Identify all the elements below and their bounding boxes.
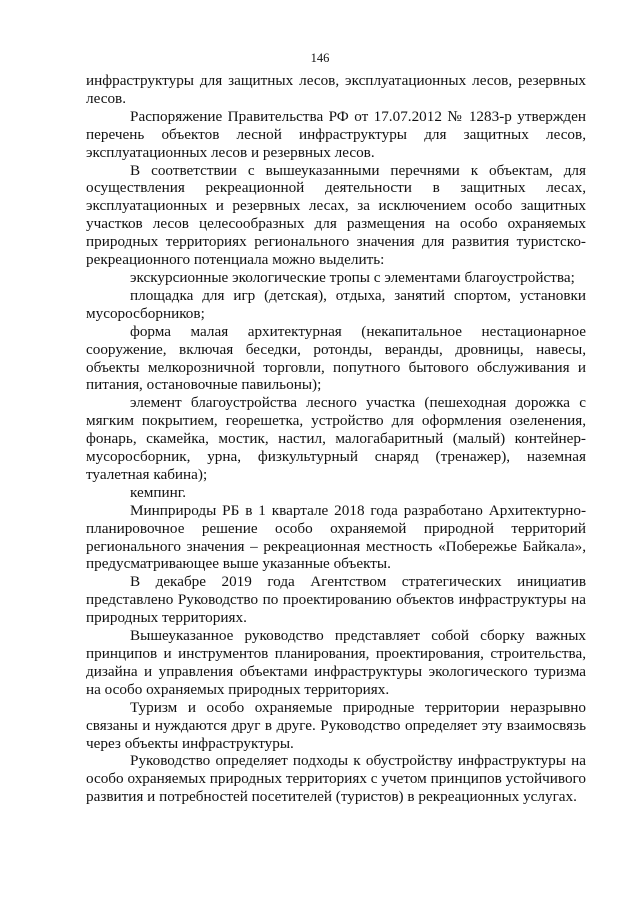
paragraph: В соответствии с вышеуказанными перечнями к объектам, для осуществления рекреационной деятельности в защитных лесах, эксплуатационных и резервных лесах, за исключением особо защитных участков лесов целесообразных для размещения на особо охраняемых природных территориях регионального значения для развития туристско-рекреационного потенциала можно выделить: bbox=[86, 161, 586, 269]
paragraph: В декабре 2019 года Агентством стратегических инициатив представлено Руководство по проектированию объектов инфраструктуры на природных территориях. bbox=[86, 573, 586, 627]
paragraph: Минприроды РБ в 1 квартале 2018 года разработано Архитектурно-планировочное решение особо охраняемой природной территорий регионального значения – рекреационная местность «Побережье Байкала», предусматривающее выше указанные объекты. bbox=[86, 501, 586, 573]
list-item: площадка для игр (детская), отдыха, занятий спортом, установки мусоросборников; bbox=[86, 286, 586, 322]
list-item: форма малая архитектурная (некапитальное нестационарное сооружение, включая беседки, ротонды, веранды, дровницы, навесы, объекты мелкорозничной торговли, попутного бытового обслуживания и питания, остановочные павильоны); bbox=[86, 322, 586, 394]
document-body bbox=[86, 72, 586, 806]
paragraph: Руководство определяет подходы к обустройству инфраструктуры на особо охраняемых природных территориях с учетом принципов устойчивого развития и потребностей посетителей (туристов) в рекреационных услугах. bbox=[86, 752, 586, 806]
list-item: кемпинг. bbox=[130, 483, 187, 501]
paragraph: инфраструктуры для защитных лесов, эксплуатационных лесов, резервных лесов. bbox=[86, 72, 586, 107]
paragraph: Туризм и особо охраняемые природные территории неразрывно связаны и нуждаются друг в друге. Руководство определяет эту взаимосвязь через объекты инфраструктуры. bbox=[86, 698, 586, 752]
list-item: элемент благоустройства лесного участка (пешеходная дорожка с мягким покрытием, георешетка, устройство для оформления озеленения, фонарь, скамейка, мостик, настил, малогабаритный (малый) контейнер-мусоросборник, урна, физкультурный снаряд (тренажер), наземная туалетная кабина); bbox=[86, 394, 586, 483]
paragraph: Вышеуказанное руководство представляет собой сборку важных принципов и инструментов планирования, проектирования, строительства, дизайна и управления объектами инфраструктуры экологического туризма на особо охраняемых природных территориях. bbox=[86, 627, 586, 698]
page-number: 146 bbox=[310, 51, 330, 65]
list-item: экскурсионные экологические тропы с элементами благоустройства; bbox=[130, 268, 575, 286]
paragraph: Распоряжение Правительства РФ от 17.07.2012 № 1283-р утвержден перечень объектов лесной инфраструктуры для защитных лесов, эксплуатационных лесов и резервных лесов. bbox=[86, 107, 586, 161]
